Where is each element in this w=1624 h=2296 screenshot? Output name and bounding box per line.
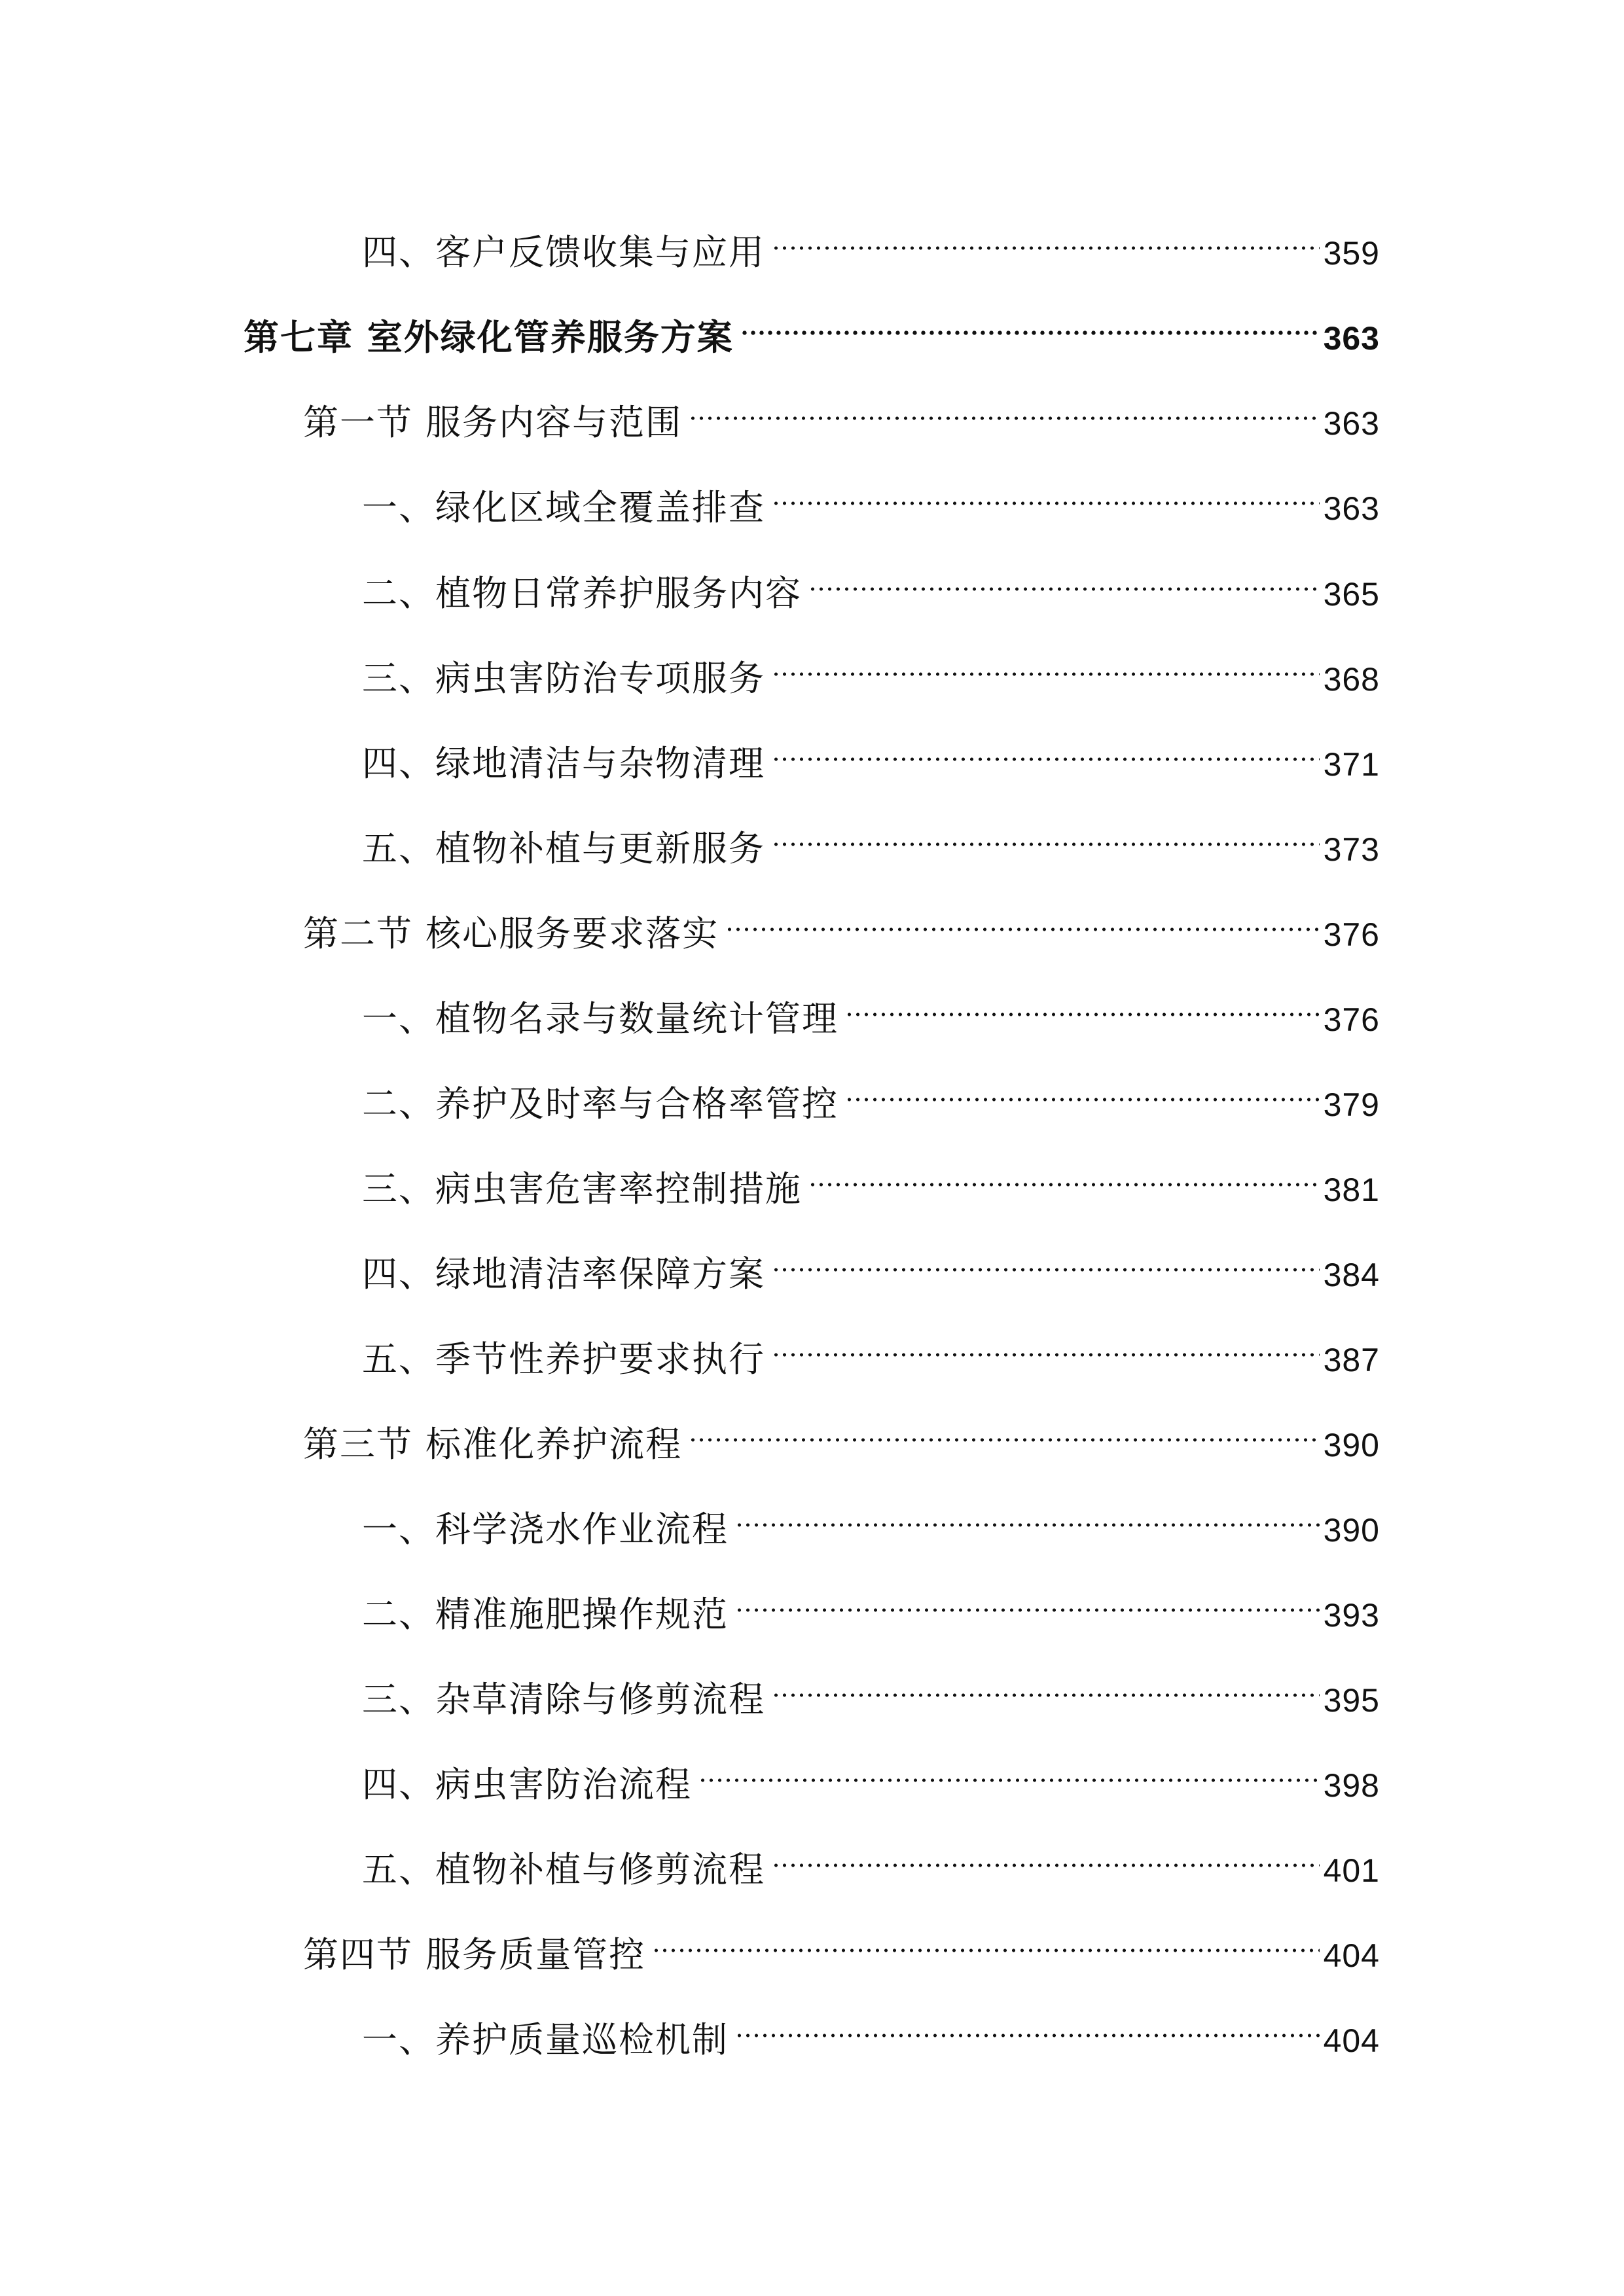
toc-entry-label: 第七章 室外绿化管养服务方案 <box>244 317 734 358</box>
toc-entry[interactable] <box>362 2000 1380 2060</box>
toc-entry[interactable] <box>362 808 1380 869</box>
toc-entry-label: 五、植物补植与修剪流程 <box>362 1849 765 1890</box>
toc-entry-label: 一、科学浇水作业流程 <box>362 1509 729 1550</box>
toc-entry-page: 384 <box>1323 1257 1380 1293</box>
dot-leader <box>772 1319 1320 1371</box>
toc-entry-page: 371 <box>1323 746 1380 783</box>
dot-leader <box>772 212 1320 264</box>
toc-entry-label: 一、养护质量巡检机制 <box>362 2019 729 2060</box>
toc-entry[interactable] <box>362 723 1380 784</box>
toc-entry-page: 387 <box>1323 1342 1380 1378</box>
toc-entry[interactable] <box>362 212 1380 273</box>
toc-entry-label: 四、绿地清洁率保障方案 <box>362 1253 765 1295</box>
toc-entry-label: 五、植物补植与更新服务 <box>362 828 765 869</box>
toc-entry-label: 四、绿地清洁与杂物清理 <box>362 743 765 784</box>
toc-entry-label: 四、病虫害防治流程 <box>362 1764 692 1805</box>
dot-leader <box>772 808 1320 861</box>
toc-entry-page: 404 <box>1323 2022 1380 2059</box>
toc-entry-label: 第四节 服务质量管控 <box>303 1934 646 1975</box>
toc-entry-label: 三、病虫害防治专项服务 <box>362 658 765 699</box>
toc-entry-page: 363 <box>1323 490 1380 527</box>
toc-entry-label: 三、杂草清除与修剪流程 <box>362 1679 765 1720</box>
toc-entry-page: 363 <box>1323 405 1380 442</box>
toc-entry-label: 三、病虫害危害率控制措施 <box>362 1168 802 1210</box>
toc-entry[interactable] <box>362 1489 1380 1550</box>
toc-entry[interactable] <box>303 893 1380 954</box>
toc-entry-page: 376 <box>1323 1001 1380 1038</box>
toc-entry[interactable] <box>362 1064 1380 1124</box>
dot-leader <box>772 1659 1320 1712</box>
toc-entry-label: 二、植物日常养护服务内容 <box>362 573 802 614</box>
toc-entry[interactable] <box>362 638 1380 699</box>
toc-entry[interactable] <box>362 1829 1380 1890</box>
toc-entry-label: 第一节 服务内容与范围 <box>303 402 683 443</box>
toc-entry-label: 二、养护及时率与合格率管控 <box>362 1083 839 1124</box>
toc-entry-label: 第三节 标准化养护流程 <box>303 1424 683 1465</box>
dot-leader <box>689 1404 1319 1456</box>
toc-entry[interactable] <box>303 382 1380 443</box>
toc-entry[interactable] <box>362 1574 1380 1635</box>
toc-entry-label: 第二节 核心服务要求落实 <box>303 913 719 954</box>
toc-entry[interactable] <box>362 978 1380 1039</box>
toc-entry[interactable] <box>362 1234 1380 1295</box>
toc-entry[interactable] <box>362 1744 1380 1805</box>
toc-entry[interactable] <box>362 1149 1380 1210</box>
toc-entry[interactable] <box>303 1914 1380 1975</box>
dot-leader <box>772 467 1320 520</box>
toc-entry-page: 381 <box>1323 1172 1380 1208</box>
toc-entry[interactable] <box>362 1319 1380 1380</box>
toc-entry-page: 390 <box>1323 1512 1380 1549</box>
dot-leader <box>845 978 1320 1031</box>
toc-entry-page: 359 <box>1323 235 1380 272</box>
dot-leader <box>735 2000 1320 2052</box>
dot-leader <box>845 1064 1320 1116</box>
toc-entry-page: 393 <box>1323 1597 1380 1634</box>
toc-entry-label: 二、精准施肥操作规范 <box>362 1594 729 1635</box>
toc-entry-label: 一、绿化区域全覆盖排查 <box>362 487 765 528</box>
dot-leader <box>735 1574 1320 1626</box>
dot-leader <box>772 1829 1320 1882</box>
dot-leader <box>740 297 1320 350</box>
toc-entry-page: 390 <box>1323 1427 1380 1463</box>
dot-leader <box>772 723 1320 776</box>
dot-leader <box>725 893 1319 946</box>
toc-entry-label: 五、季节性养护要求执行 <box>362 1338 765 1380</box>
toc-entry-label: 一、植物名录与数量统计管理 <box>362 998 839 1039</box>
toc-entry-page: 365 <box>1323 576 1380 613</box>
toc-entry-page: 404 <box>1323 1937 1380 1974</box>
toc-entry[interactable] <box>303 1404 1380 1465</box>
toc-entry-page: 379 <box>1323 1086 1380 1123</box>
toc-entry-label: 四、客户反馈收集与应用 <box>362 232 765 273</box>
dot-leader <box>735 1489 1320 1541</box>
toc-entry-page: 398 <box>1323 1767 1380 1804</box>
toc-entry-page: 368 <box>1323 661 1380 698</box>
toc-entry-page: 395 <box>1323 1682 1380 1719</box>
dot-leader <box>808 1149 1320 1201</box>
toc-entry-page: 401 <box>1323 1852 1380 1889</box>
dot-leader <box>772 638 1320 691</box>
dot-leader <box>652 1914 1319 1967</box>
dot-leader <box>772 1234 1320 1286</box>
toc-entry[interactable] <box>362 1659 1380 1720</box>
dot-leader <box>689 382 1319 435</box>
toc-entry[interactable] <box>362 467 1380 528</box>
toc-entry-page: 373 <box>1323 831 1380 868</box>
dot-leader <box>808 553 1320 605</box>
dot-leader <box>698 1744 1320 1797</box>
toc-entry[interactable] <box>244 297 1380 358</box>
toc-entry-page: 376 <box>1323 916 1380 953</box>
toc-entry-page: 363 <box>1323 320 1380 357</box>
toc-entry[interactable] <box>362 553 1380 614</box>
